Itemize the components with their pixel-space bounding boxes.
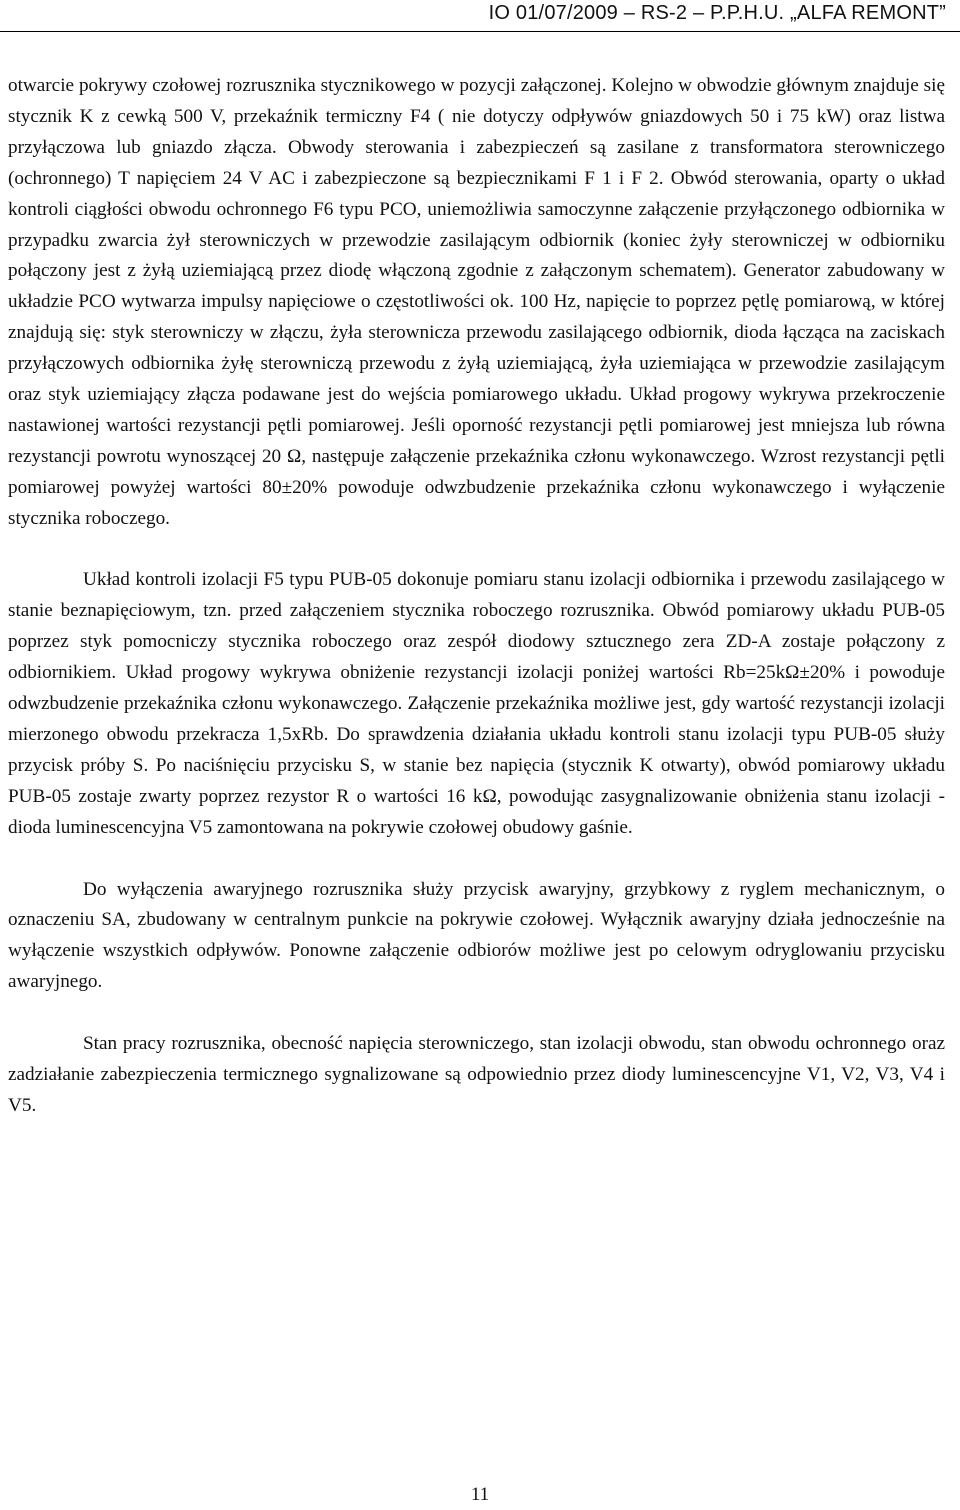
paragraph-gap [8, 844, 945, 875]
header-rule [0, 31, 960, 32]
paragraph-gap [8, 998, 945, 1029]
paragraph-status-leds: Stan pracy rozrusznika, obecność napięcia sterowniczego, stan izolacji obwodu, stan obwodu ochronnego oraz zadziałanie zabezpieczenia termicznego sygnalizowane są odpowiednio przez diody luminescencyjne V1, V2, V3, V4 i V5. [8, 1033, 945, 1116]
paragraph-gap [8, 535, 945, 566]
paragraph-pco-circuit: otwarcie pokrywy czołowej rozrusznika stycznikowego w pozycji załączonej. Kolejno w obwodzie głównym znajduje się stycznik K z cewką 500 V, przekaźnik termiczny F4 ( nie dotyczy odpływów gniazdowych 50 i 75 kW) oraz listwa przyłączowa lub gniazdo złącza. Obwody sterowania i zabezpieczeń są zasilane z transformatora sterowniczego (ochronnego) T napięciem 24 V AC i zabezpieczone są bezpiecznikami F 1 i F 2. Obwód sterowania, oparty o układ kontroli ciągłości obwodu ochronnego F6 typu PCO, uniemożliwia samoczynne załączenie przyłączonego odbiornika w przypadku zwarcia żył sterowniczych w przewodzie zasilającym odbiornik (koniec żyły sterowniczej w odbiorniku połączony jest z żyłą uziemiającą przez diodę włączoną zgodnie z załączonym schematem). Generator zabudowany w układzie PCO wytwarza impulsy napięciowe o częstotliwości ok. 100 Hz, napięcie to poprzez pętlę pomiarową, w której znajdują się: styk sterowniczy w złączu, żyła sterownicza przewodu zasilającego odbiornik, dioda łącząca na zaciskach przyłączowych odbiornika żyłę sterowniczą przewodu z żyłą uziemiającą, żyła uziemiająca w przewodzie zasilającym oraz styk uziemiający złącza podawane jest do wejścia pomiarowego układu. Układ progowy wykrywa przekroczenie nastawionej wartości rezystancji pętli pomiarowej. Jeśli oporność rezystancji pętli pomiarowej jest mniejsza lub równa rezystancji powrotu wynoszącej 20 Ω, następuje załączenie przekaźnika członu wykonawczego. Wzrost rezystancji pętli pomiarowej powyżej wartości 80±20% powoduje odwzbudzenie przekaźnika członu wykonawczego i wyłączenie stycznika roboczego. [8, 75, 945, 529]
paragraph-insulation-control: Układ kontroli izolacji F5 typu PUB-05 dokonuje pomiaru stanu izolacji odbiornika i przewodu zasilającego w stanie beznapięciowym, tzn. przed załączeniem stycznika roboczego rozrusznika. Obwód pomiarowy układu PUB-05 poprzez styk pomocniczy stycznika roboczego oraz zespół diodowy sztucznego zera ZD-A zostaje połączony z odbiornikiem. Układ progowy wykrywa obniżenie rezystancji izolacji poniżej wartości Rb=25kΩ±20% i powoduje odwzbudzenie przekaźnika członu wykonawczego. Załączenie przekaźnika możliwe jest, gdy wartość rezystancji izolacji mierzonego obwodu przekracza 1,5xRb. Do sprawdzenia działania układu kontroli stanu izolacji typu PUB-05 służy przycisk próby S. Po naciśnięciu przycisku S, w stanie bez napięcia (stycznik K otwarty), obwód pomiarowy układu PUB-05 zostaje zwarty poprzez rezystor R o wartości 16 kΩ, powodując zasygnalizowanie obniżenia stanu izolacji - dioda luminescencyjna V5 zamontowana na pokrywie czołowej obudowy gaśnie. [8, 569, 945, 838]
paragraph-emergency-stop: Do wyłączenia awaryjnego rozrusznika służy przycisk awaryjny, grzybkowy z ryglem mechanicznym, o oznaczeniu SA, zbudowany w centralnym punkcie na pokrywie czołowej. Wyłącznik awaryjny działa jednocześnie na wyłączenie wszystkich odpływów. Ponowne załączenie odbiorów możliwe jest po celowym odryglowaniu przycisku awaryjnego. [8, 878, 945, 993]
document-body [8, 71, 945, 1122]
page-number: 11 [470, 1484, 490, 1505]
page-header: IO 01/07/2009 – RS-2 – P.P.H.U. „ALFA REMONT” [488, 2, 946, 24]
